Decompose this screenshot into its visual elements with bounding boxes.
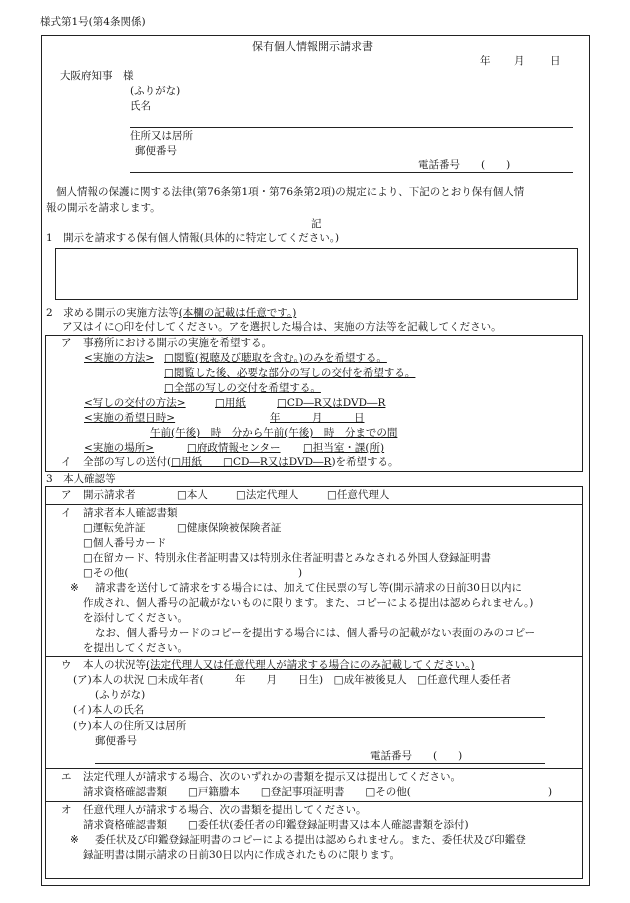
note-mark: ※ xyxy=(70,582,79,594)
phone-label: 電話番号 ( ) xyxy=(418,159,511,171)
agent-note-1: 委任状及び印鑑登録証明書のコピーによる提出は認められません。また、委任状及び印鑑登 xyxy=(95,834,526,846)
s3-e-label: エ xyxy=(61,771,72,783)
s2-a-label: ア xyxy=(61,337,72,349)
copy-option-cd[interactable]: □CD―R又はDVD―R xyxy=(277,397,386,409)
s3-e-title: 法定代理人が請求する場合、次のいずれかの書類を提示又は提出してください。 xyxy=(83,771,461,783)
legal-agent-docs-close: ) xyxy=(548,786,553,798)
principal-address-line[interactable] xyxy=(95,763,545,764)
id-doc-insurance[interactable]: □健康保険被保険者証 xyxy=(177,522,282,534)
principal-name-line[interactable] xyxy=(95,717,545,718)
requester-legal-agent[interactable]: □法定代理人 xyxy=(236,489,299,501)
id-doc-other-close: ) xyxy=(298,567,303,579)
s3-u-title xyxy=(83,660,474,671)
section2-heading xyxy=(46,308,296,319)
name-label: 氏名 xyxy=(130,100,151,112)
s3-a-title: 開示請求者 xyxy=(83,489,136,501)
place-option-center[interactable]: □府政情報センター xyxy=(187,442,281,454)
s3-o-label: オ xyxy=(61,804,72,816)
s3-o-title: 任意代理人が請求する場合、次の書類を提出してください。 xyxy=(83,804,367,816)
method-option-view[interactable]: □閲覧(視聴及び聴取を含む。)のみを希望する。 xyxy=(164,352,387,364)
id-doc-residence[interactable]: □在留カード、特別永住者証明書又は特別永住者証明書とみなされる外国人登録証明書 xyxy=(83,552,491,564)
furigana-label: (ふりがな) xyxy=(130,85,181,97)
section2-heading-prefix: 2 求める開示の実施方法等 xyxy=(46,307,179,319)
method-option-full-copy[interactable]: □全部の写しの交付を希望する。 xyxy=(164,382,321,394)
divider xyxy=(45,504,583,505)
principal-status[interactable]: (ア)本人の状況 □未成年者( 年 月 日生) □成年被後見人 □任意代理人委任者 xyxy=(73,674,511,686)
principal-address-label: (ウ)本人の住所又は居所 xyxy=(73,720,187,732)
postal-label: 郵便番号 xyxy=(135,145,177,157)
desired-date-field[interactable]: 年 月 日 xyxy=(270,412,365,424)
section1-heading: 1 開示を請求する保有個人情報(具体的に特定してください。) xyxy=(46,232,340,244)
desired-time-field[interactable]: 午前(午後) 時 分から午前(午後) 時 分までの間 xyxy=(150,427,398,439)
id-note-1: 請求書を送付して請求をする場合には、加えて住民票の写し等(開示請求の日前30日以内に xyxy=(95,582,522,594)
requested-info-box[interactable] xyxy=(55,248,578,300)
note-mark: ※ xyxy=(70,834,79,846)
s3-a-label: ア xyxy=(61,489,72,501)
name-field-line[interactable] xyxy=(130,127,573,128)
section2-heading-note: (本欄の記載は任意です。) xyxy=(178,307,297,319)
section2-note: ア又はイに○印を付してください。アを選択した場合は、実施の方法等を記載してください。 xyxy=(62,321,502,333)
date-month[interactable]: 月 xyxy=(514,55,525,67)
copy-method-label: <写しの交付の方法> xyxy=(84,397,186,409)
s2-i-suffix: )を希望する。 xyxy=(331,456,399,468)
address-field-line[interactable] xyxy=(130,172,573,173)
desired-date-label: <実施の希望日時> xyxy=(84,412,176,424)
intro-line-1: 個人情報の保護に関する法律(第76条第1項・第76条第2項)の規定により、下記のとおり保有個人情 xyxy=(56,186,525,198)
id-doc-other[interactable]: □その他( xyxy=(83,567,129,579)
principal-furigana-label: (ふりがな) xyxy=(95,689,146,701)
principal-name-label: (イ)本人の氏名 xyxy=(73,704,145,716)
s2-i-label: イ xyxy=(61,456,72,468)
id-note-4: なお、個人番号カードのコピーを提出する場合には、個人番号の記載がない表面のみのコピー xyxy=(95,627,536,639)
place-option-office[interactable]: □担当室・課(所) xyxy=(303,442,385,454)
ki-label: 記 xyxy=(311,218,322,230)
addressee: 大阪府知事 様 xyxy=(60,70,134,82)
copy-option-paper[interactable]: □用紙 xyxy=(215,397,246,409)
form-id: 様式第1号(第4条関係) xyxy=(40,16,146,28)
requester-self[interactable]: □本人 xyxy=(177,489,208,501)
method-label: <実施の方法> xyxy=(84,352,155,364)
date-year[interactable]: 年 xyxy=(480,55,491,67)
agent-note-2: 録証明書は開示請求の日前30日以内に作成されたものに限ります。 xyxy=(83,849,401,861)
id-doc-license[interactable]: □運転免許証 xyxy=(83,522,146,534)
s2-a-title: 事務所における開示の実施を希望する。 xyxy=(83,337,272,349)
id-note-5: を提出してください。 xyxy=(83,642,188,654)
id-note-3: を添付してください。 xyxy=(83,612,188,624)
section3-heading: 3 本人確認等 xyxy=(46,473,116,485)
intro-line-2: 報の開示を請求します。 xyxy=(46,202,161,214)
method-option-view-copy[interactable]: □閲覧した後、必要な部分の写しの交付を希望する。 xyxy=(164,367,416,379)
principal-postal-label: 郵便番号 xyxy=(95,735,137,747)
s3-u-label: ウ xyxy=(61,659,72,671)
s2-i-prefix: 全部の写しの送付( xyxy=(83,456,172,468)
id-note-2: 作成され、個人番号の記載がないものに限ります。また、コピーによる提出は認められません。) xyxy=(83,597,534,609)
s3-i-label: イ xyxy=(61,507,72,519)
requester-voluntary-agent[interactable]: □任意代理人 xyxy=(327,489,390,501)
s3-u-title-note: (法定代理人又は任意代理人が請求する場合にのみ記載してください。) xyxy=(146,659,475,671)
id-doc-mynumber[interactable]: □個人番号カード xyxy=(83,537,167,549)
divider xyxy=(45,768,583,769)
address-label: 住所又は居所 xyxy=(130,130,193,142)
date-day[interactable]: 日 xyxy=(550,55,561,67)
s3-u-title-prefix: 本人の状況等 xyxy=(83,659,146,671)
voluntary-agent-docs[interactable]: 請求資格確認書類 □委任状(委任者の印鑑登録証明書又は本人確認書類を添付) xyxy=(83,819,469,831)
s3-i-title: 請求者本人確認書類 xyxy=(83,507,178,519)
legal-agent-docs[interactable]: 請求資格確認書類 □戸籍謄本 □登記事項証明書 □その他( xyxy=(83,786,411,798)
divider xyxy=(45,656,583,657)
place-label: <実施の場所> xyxy=(84,442,155,454)
principal-phone-label: 電話番号 ( ) xyxy=(370,750,463,762)
divider xyxy=(45,801,583,802)
form-title: 保有個人情報開示請求書 xyxy=(252,40,373,53)
s2-i-options[interactable]: □用紙 □CD―R又はDVD―R xyxy=(171,456,332,468)
s2-i-text[interactable] xyxy=(83,457,399,468)
